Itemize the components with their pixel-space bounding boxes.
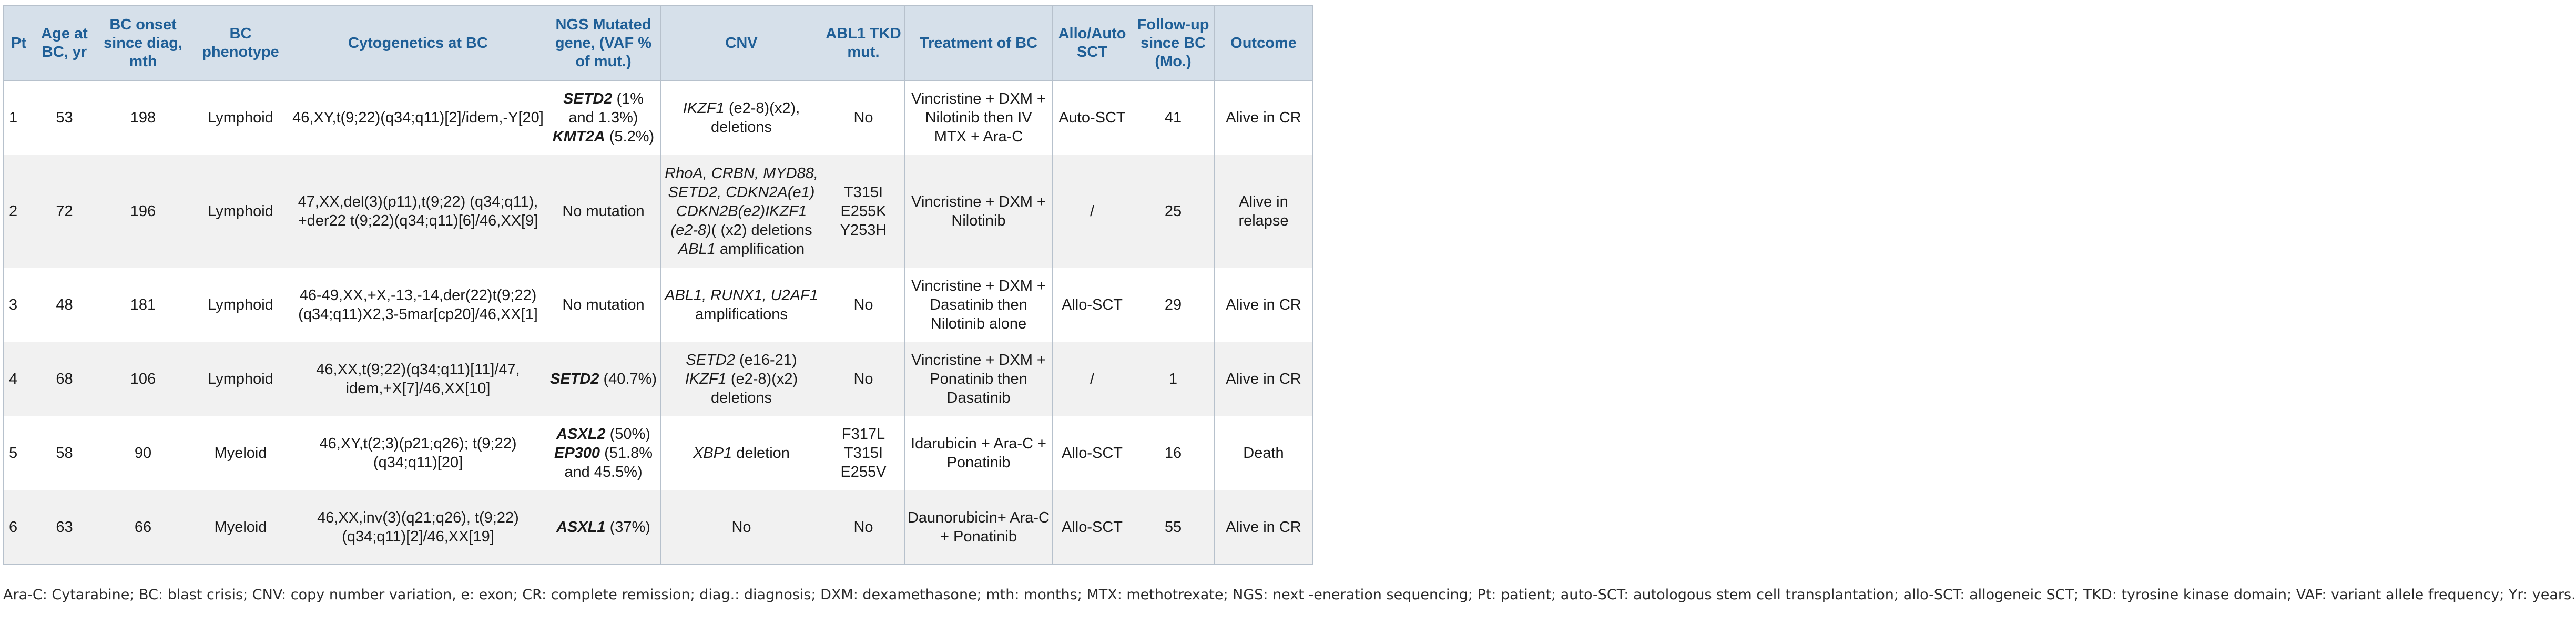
cell-outcome: Alive in CR bbox=[1215, 342, 1313, 416]
ngs-none: No mutation bbox=[562, 203, 645, 220]
cell-cytogenetics: 46,XY,t(9;22)(q34;q11)[2]/idem,-Y[20] bbox=[290, 81, 546, 155]
col-header-sct: Allo/Auto SCT bbox=[1053, 6, 1132, 81]
cell-sct: Allo-SCT bbox=[1053, 490, 1132, 565]
cell-onset: 198 bbox=[95, 81, 191, 155]
abl1-mutation: No bbox=[853, 371, 873, 387]
cell-age: 72 bbox=[34, 155, 95, 268]
cell-age: 63 bbox=[34, 490, 95, 565]
cell-ngs bbox=[546, 81, 661, 155]
vaf-value: (5.2%) bbox=[605, 128, 655, 145]
ngs-none: No mutation bbox=[562, 296, 645, 313]
table-row bbox=[4, 155, 1313, 268]
ngs-entry bbox=[563, 90, 644, 126]
cell-cnv bbox=[661, 268, 822, 342]
cell-followup: 16 bbox=[1132, 416, 1215, 490]
gene-name: EP300 bbox=[554, 445, 600, 462]
col-header-pt: Pt bbox=[4, 6, 34, 81]
cnv-text: (e16-21) bbox=[735, 352, 797, 368]
col-header-onset: BC onset since diag, mth bbox=[95, 6, 191, 81]
gene-name: ASXL2 bbox=[556, 426, 606, 443]
cell-onset: 66 bbox=[95, 490, 191, 565]
cell-cnv bbox=[661, 81, 822, 155]
cell-onset: 181 bbox=[95, 268, 191, 342]
col-header-followup: Follow-up since BC (Mo.) bbox=[1132, 6, 1215, 81]
cnv-text: SETD2 bbox=[686, 352, 735, 368]
cell-abl1 bbox=[822, 342, 905, 416]
ngs-entry bbox=[553, 128, 654, 145]
cell-phenotype: Myeloid bbox=[191, 416, 290, 490]
cell-sct: Allo-SCT bbox=[1053, 268, 1132, 342]
col-header-ngs: NGS Mutated gene, (VAF % of mut.) bbox=[546, 6, 661, 81]
cell-age: 53 bbox=[34, 81, 95, 155]
cell-phenotype: Lymphoid bbox=[191, 268, 290, 342]
cell-pt: 2 bbox=[4, 155, 34, 268]
cell-abl1 bbox=[822, 155, 905, 268]
cell-phenotype: Lymphoid bbox=[191, 81, 290, 155]
ngs-entry bbox=[556, 426, 650, 443]
ngs-entry bbox=[554, 445, 653, 480]
cell-age: 58 bbox=[34, 416, 95, 490]
cell-treatment: Vincristine + DXM + Dasatinib then Nilotinib alone bbox=[905, 268, 1053, 342]
col-header-treatment: Treatment of BC bbox=[905, 6, 1053, 81]
cell-phenotype: Myeloid bbox=[191, 490, 290, 565]
cnv-text: (e2-8)(x2) deletions bbox=[710, 371, 798, 406]
cell-treatment: Daunorubicin+ Ara-C + Ponatinib bbox=[905, 490, 1053, 565]
cell-onset: 106 bbox=[95, 342, 191, 416]
cell-followup: 41 bbox=[1132, 81, 1215, 155]
header-row bbox=[4, 6, 1313, 81]
col-header-cytogenetics: Cytogenetics at BC bbox=[290, 6, 546, 81]
abl1-mutation: T315I bbox=[843, 445, 883, 462]
cell-pt: 6 bbox=[4, 490, 34, 565]
vaf-value: (1% and 1.3%) bbox=[568, 90, 644, 126]
cell-phenotype: Lymphoid bbox=[191, 342, 290, 416]
cell-cnv bbox=[661, 416, 822, 490]
cell-cnv bbox=[661, 155, 822, 268]
table-body bbox=[4, 81, 1313, 565]
vaf-value: (51.8% and 45.5%) bbox=[564, 445, 653, 480]
cell-treatment: Idarubicin + Ara-C + Ponatinib bbox=[905, 416, 1053, 490]
cell-outcome: Alive in CR bbox=[1215, 490, 1313, 565]
cell-abl1 bbox=[822, 416, 905, 490]
table-row bbox=[4, 81, 1313, 155]
abl1-mutation: E255K bbox=[840, 203, 887, 220]
cell-treatment: Vincristine + DXM + Nilotinib bbox=[905, 155, 1053, 268]
cell-sct: / bbox=[1053, 342, 1132, 416]
col-header-outcome: Outcome bbox=[1215, 6, 1313, 81]
cell-outcome: Alive in relapse bbox=[1215, 155, 1313, 268]
cnv-text: No bbox=[731, 519, 751, 536]
cell-pt: 3 bbox=[4, 268, 34, 342]
cell-cytogenetics: 47,XX,del(3)(p11),t(9;22) (q34;q11), +der22 t(9;22)(q34;q11)[6]/46,XX[9] bbox=[290, 155, 546, 268]
col-header-age: Age at BC, yr bbox=[34, 6, 95, 81]
cell-abl1 bbox=[822, 81, 905, 155]
cell-followup: 29 bbox=[1132, 268, 1215, 342]
gene-name: KMT2A bbox=[552, 128, 605, 145]
col-header-abl1: ABL1 TKD mut. bbox=[822, 6, 905, 81]
cell-followup: 1 bbox=[1132, 342, 1215, 416]
cell-abl1 bbox=[822, 268, 905, 342]
cell-ngs bbox=[546, 268, 661, 342]
cell-outcome: Death bbox=[1215, 416, 1313, 490]
cell-cnv bbox=[661, 490, 822, 565]
cell-followup: 25 bbox=[1132, 155, 1215, 268]
cell-cytogenetics: 46,XX,t(9;22)(q34;q11)[11]/47, idem,+X[7]/46,XX[10] bbox=[290, 342, 546, 416]
cell-ngs bbox=[546, 155, 661, 268]
vaf-value: (50%) bbox=[605, 426, 650, 443]
cnv-text: IKZF1 bbox=[683, 100, 725, 117]
vaf-value: (37%) bbox=[605, 519, 650, 536]
cell-pt: 4 bbox=[4, 342, 34, 416]
cnv-text: IKZF1 bbox=[685, 371, 727, 387]
cnv-text: amplifications bbox=[695, 306, 788, 323]
table-row bbox=[4, 342, 1313, 416]
cnv-text: RhoA, CRBN, MYD88, SETD2, CDKN2A(e1) CDKN2B(e2)IKZF1 (e2-8) bbox=[665, 165, 818, 239]
abl1-mutation: No bbox=[853, 519, 873, 536]
cnv-text: (e2-8)(x2), deletions bbox=[710, 100, 800, 136]
abl1-mutation: No bbox=[853, 296, 873, 313]
col-header-phenotype: BC phenotype bbox=[191, 6, 290, 81]
cell-cytogenetics: 46,XY,t(2;3)(p21;q26); t(9;22)(q34;q11)[20] bbox=[290, 416, 546, 490]
cell-ngs bbox=[546, 342, 661, 416]
cell-cytogenetics: 46,XX,inv(3)(q21;q26), t(9;22)(q34;q11)[2]/46,XX[19] bbox=[290, 490, 546, 565]
cell-sct: / bbox=[1053, 155, 1132, 268]
gene-name: ASXL1 bbox=[556, 519, 606, 536]
cell-abl1 bbox=[822, 490, 905, 565]
cell-pt: 1 bbox=[4, 81, 34, 155]
cell-cytogenetics: 46-49,XX,+X,-13,-14,der(22)t(9;22)(q34;q11)X2,3-5mar[cp20]/46,XX[1] bbox=[290, 268, 546, 342]
cell-age: 68 bbox=[34, 342, 95, 416]
abl1-mutation: Y253H bbox=[840, 222, 887, 239]
cell-ngs bbox=[546, 490, 661, 565]
table-row bbox=[4, 490, 1313, 565]
abl1-mutation: E255V bbox=[840, 464, 887, 480]
cell-sct: Allo-SCT bbox=[1053, 416, 1132, 490]
vaf-value: (40.7%) bbox=[599, 371, 657, 387]
gene-name: SETD2 bbox=[549, 371, 599, 387]
cnv-text: XBP1 bbox=[693, 445, 732, 462]
cnv-text: ABL1 bbox=[678, 241, 716, 258]
cell-treatment: Vincristine + DXM + Nilotinib then IV MTX + Ara-C bbox=[905, 81, 1053, 155]
cell-age: 48 bbox=[34, 268, 95, 342]
cell-outcome: Alive in CR bbox=[1215, 81, 1313, 155]
ngs-entry bbox=[550, 371, 657, 387]
cnv-text: deletion bbox=[732, 445, 790, 462]
cell-ngs bbox=[546, 416, 661, 490]
cell-sct: Auto-SCT bbox=[1053, 81, 1132, 155]
cell-cnv bbox=[661, 342, 822, 416]
patients-table bbox=[3, 5, 1313, 565]
abl1-mutation: F317L bbox=[841, 426, 885, 443]
cell-onset: 196 bbox=[95, 155, 191, 268]
cell-onset: 90 bbox=[95, 416, 191, 490]
cnv-text: ABL1, RUNX1, U2AF1 bbox=[665, 287, 818, 304]
abl1-mutation: T315I bbox=[843, 184, 883, 201]
cell-treatment: Vincristine + DXM + Ponatinib then Dasatinib bbox=[905, 342, 1053, 416]
cell-phenotype: Lymphoid bbox=[191, 155, 290, 268]
gene-name: SETD2 bbox=[563, 90, 613, 107]
col-header-cnv: CNV bbox=[661, 6, 822, 81]
cell-pt: 5 bbox=[4, 416, 34, 490]
table-row bbox=[4, 416, 1313, 490]
cell-outcome: Alive in CR bbox=[1215, 268, 1313, 342]
table-row bbox=[4, 268, 1313, 342]
footnote: Ara-C: Cytarabine; BC: blast crisis; CNV: copy number variation, e: exon; CR: complete remission; diag.: diagnosis; DXM: dexamethasone; mth: months; MTX: methotrexate; NGS: next -eneration sequencing; Pt: patient; auto-SCT: autologous stem cell transplantation; allo-SCT: allogeneic SCT; TKD: tyrosine kinase domain; VAF: variant allele frequency; Yr: years. bbox=[3, 587, 2576, 603]
cnv-text: amplification bbox=[715, 241, 805, 258]
abl1-mutation: No bbox=[853, 109, 873, 126]
ngs-entry bbox=[556, 519, 650, 536]
cnv-text: ( (x2) deletions bbox=[711, 222, 812, 239]
cell-followup: 55 bbox=[1132, 490, 1215, 565]
